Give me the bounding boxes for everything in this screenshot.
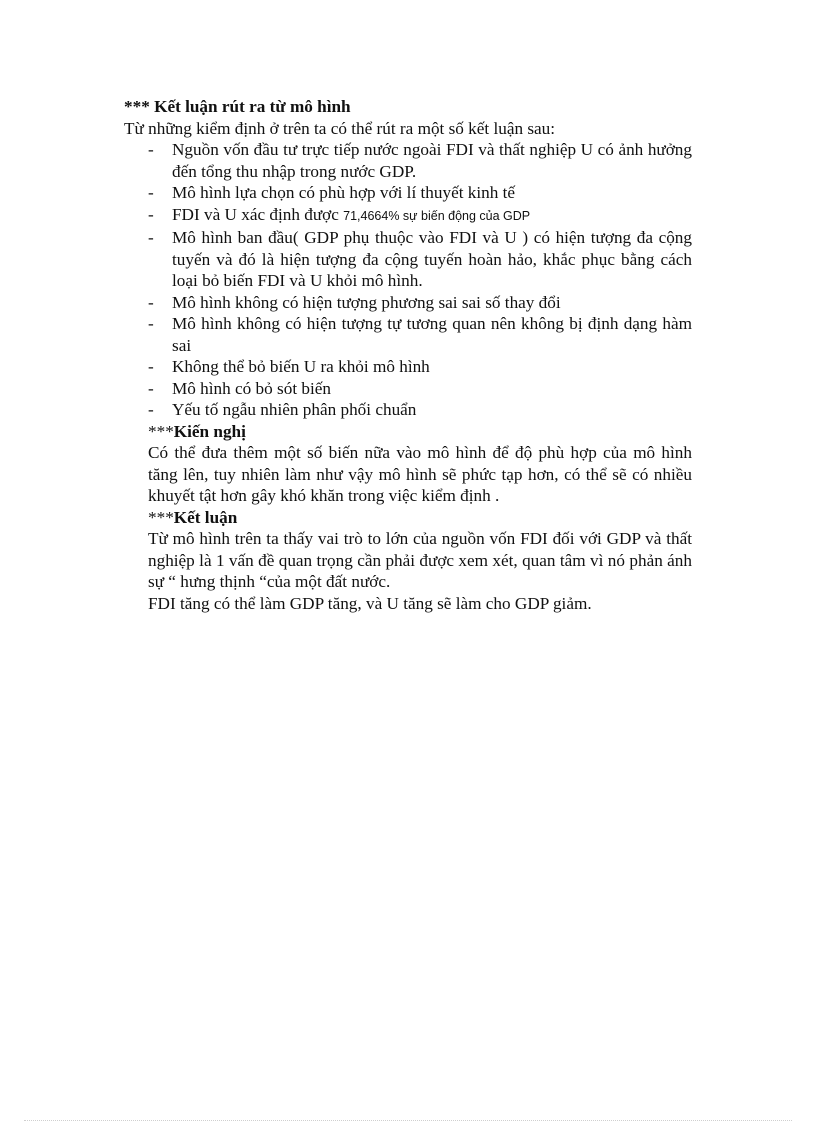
list-dash: - xyxy=(148,292,154,312)
conclusion-section xyxy=(148,507,692,615)
list-item-text: Mô hình ban đầu( GDP phụ thuộc vào FDI và U ) có hiện tượng đa cộng tuyến và đó là hiện tượng đa cộng tuyến hoàn hảo, khắc phục bằng cách loại bỏ biến FDI và U khỏi mô hình. xyxy=(172,228,692,290)
conclusion-title: Kết luận xyxy=(173,507,238,527)
intro-paragraph: Từ những kiểm định ở trên ta có thể rút ra một số kết luận sau: xyxy=(124,118,556,138)
section-heading: *** Kết luận rút ra từ mô hình xyxy=(124,97,351,116)
list-item xyxy=(124,139,692,182)
recommendation-body: Có thể đưa thêm một số biến nữa vào mô hình để độ phù hợp của mô hình tăng lên, tuy nhiên làm như vậy mô hình sẽ phức tạp hơn, có thể sẽ có nhiều khuyết tật hơn gây khó khăn trong việc kiểm định . xyxy=(148,443,692,505)
list-dash: - xyxy=(148,357,154,376)
list-item xyxy=(124,313,692,356)
recommendation-section xyxy=(148,421,692,507)
list-item-text: Yếu tố ngẫu nhiên phân phối chuẩn xyxy=(172,400,417,419)
list-dash: - xyxy=(148,378,154,398)
list-dash: - xyxy=(148,400,154,419)
list-dash: - xyxy=(148,228,154,247)
list-item xyxy=(124,399,692,421)
list-item-small-text: 71,4664% sự biến động của GDP xyxy=(343,208,531,223)
list-item-text: Nguồn vốn đầu tư trực tiếp nước ngoài FDI và thất nghiệp U có ảnh hưởng đến tổng thu nhập trong nước GDP. xyxy=(172,140,692,181)
list-item-text: Mô hình không có hiện tượng phương sai sai số thay đổi xyxy=(172,292,561,312)
list-dash: - xyxy=(148,314,154,333)
conclusion-heading xyxy=(148,507,692,529)
recommendation-heading xyxy=(148,421,692,443)
list-item xyxy=(124,182,692,204)
list-dash: - xyxy=(148,183,154,202)
list-item-text: Mô hình lựa chọn có phù hợp với lí thuyết kinh tế xyxy=(172,183,516,202)
conclusion-prefix: *** xyxy=(148,507,174,527)
list-item-text: Không thể bỏ biến U ra khỏi mô hình xyxy=(172,357,430,376)
list-dash: - xyxy=(148,140,154,159)
conclusion-body: Từ mô hình trên ta thấy vai trò to lớn của nguồn vốn FDI đối với GDP và thất nghiệp là 1 vấn đề quan trọng cần phải được xem xét, quan tâm vì nó phản ánh sự “ hưng thịnh “của một đất nước. xyxy=(148,529,692,591)
list-item xyxy=(124,356,692,378)
list-item xyxy=(124,204,692,228)
list-item-text: FDI và U xác định được xyxy=(172,204,344,224)
conclusion-summary: FDI tăng có thể làm GDP tăng, và U tăng sẽ làm cho GDP giảm. xyxy=(148,593,592,613)
list-item-text: Mô hình không có hiện tượng tự tương quan nên không bị định dạng hàm sai xyxy=(172,314,692,355)
list-item-text: Mô hình có bỏ sót biến xyxy=(172,378,331,398)
document-body xyxy=(124,96,692,614)
list-item xyxy=(124,378,692,400)
list-item xyxy=(124,227,692,292)
conclusion-list xyxy=(124,139,692,421)
page-bottom-rule xyxy=(24,1120,792,1121)
recommendation-prefix: *** xyxy=(148,421,174,441)
recommendation-title: Kiến nghị xyxy=(173,421,246,441)
list-item xyxy=(124,292,692,314)
list-dash: - xyxy=(148,204,154,224)
